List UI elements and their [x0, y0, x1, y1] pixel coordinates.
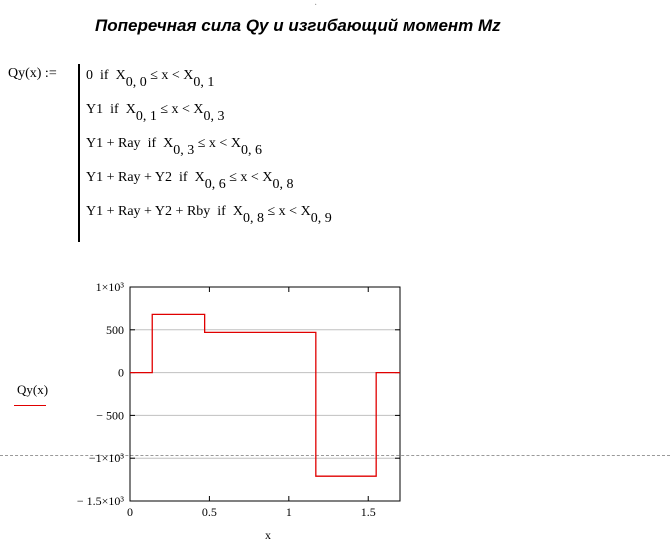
case-lower-var: X [232, 204, 243, 219]
case-upper-subscript: 0, 3 [203, 109, 225, 124]
case-lower-var: X [194, 170, 205, 185]
piecewise-case-row [86, 68, 215, 90]
case-lower-subscript: 0, 0 [125, 75, 147, 90]
decorative-dot: · [314, 0, 318, 11]
case-expression: Y1 + Ray + Y2 [86, 170, 173, 185]
case-relation: ≤ x < [267, 204, 298, 219]
x-axis-label: x [265, 528, 271, 542]
case-upper-var: X [193, 102, 204, 117]
piecewise-case-row [86, 102, 225, 124]
case-upper-subscript: 0, 8 [272, 177, 294, 192]
case-expression: Y1 [86, 102, 104, 117]
case-upper-subscript: 0, 6 [240, 143, 262, 158]
case-lower-subscript: 0, 8 [242, 211, 264, 226]
piecewise-case-row [86, 170, 294, 192]
case-lower-var: X [163, 136, 174, 151]
x-tick-label: 0 [127, 505, 133, 519]
case-upper-var: X [230, 136, 241, 151]
case-relation: ≤ x < [229, 170, 259, 185]
case-upper-subscript: 0, 1 [193, 75, 215, 90]
qy-series-line [130, 314, 400, 476]
case-relation: ≤ x < [197, 136, 228, 151]
definition-lhs: Qy(x) := [8, 66, 57, 81]
section-heading: Поперечная сила Qy и изгибающий момент Mz [95, 16, 501, 35]
case-lower-subscript: 0, 3 [173, 143, 195, 158]
piecewise-case-row [86, 204, 332, 226]
plot-frame [130, 287, 400, 501]
case-upper-var: X [183, 68, 194, 83]
case-expression: 0 [86, 68, 93, 83]
y-tick-label: − 500 [96, 408, 124, 423]
legend-label: Qy(x) [17, 382, 49, 397]
y-tick-label: −1×10³ [88, 451, 124, 466]
x-tick-label: 1 [285, 505, 292, 519]
case-if-keyword: if [100, 68, 109, 83]
case-lower-var: X [115, 68, 126, 83]
piecewise-case-row [86, 136, 262, 158]
case-upper-subscript: 0, 9 [310, 211, 332, 226]
case-lower-subscript: 0, 1 [135, 109, 157, 124]
case-upper-var: X [300, 204, 311, 219]
case-lower-var: X [125, 102, 136, 117]
piecewise-brace [78, 64, 80, 242]
case-expression: Y1 + Ray [86, 136, 141, 151]
y-tick-label: 0 [118, 365, 124, 380]
y-tick-label: − 1.5×10³ [76, 494, 124, 508]
case-if-keyword: if [217, 204, 226, 219]
case-if-keyword: if [110, 102, 119, 117]
x-tick-label: 1.5 [360, 505, 376, 519]
y-tick-label: 1×10³ [95, 280, 124, 294]
case-expression: Y1 + Ray + Y2 + Rby [86, 204, 211, 219]
case-relation: ≤ x < [160, 102, 190, 117]
x-tick-label: 0.5 [201, 505, 217, 519]
qy-plot[interactable] [0, 250, 420, 550]
case-if-keyword: if [179, 170, 188, 185]
case-lower-subscript: 0, 6 [204, 177, 226, 192]
case-upper-var: X [262, 170, 273, 185]
case-relation: ≤ x < [150, 68, 180, 83]
y-tick-label: 500 [106, 322, 124, 337]
case-if-keyword: if [147, 136, 157, 151]
